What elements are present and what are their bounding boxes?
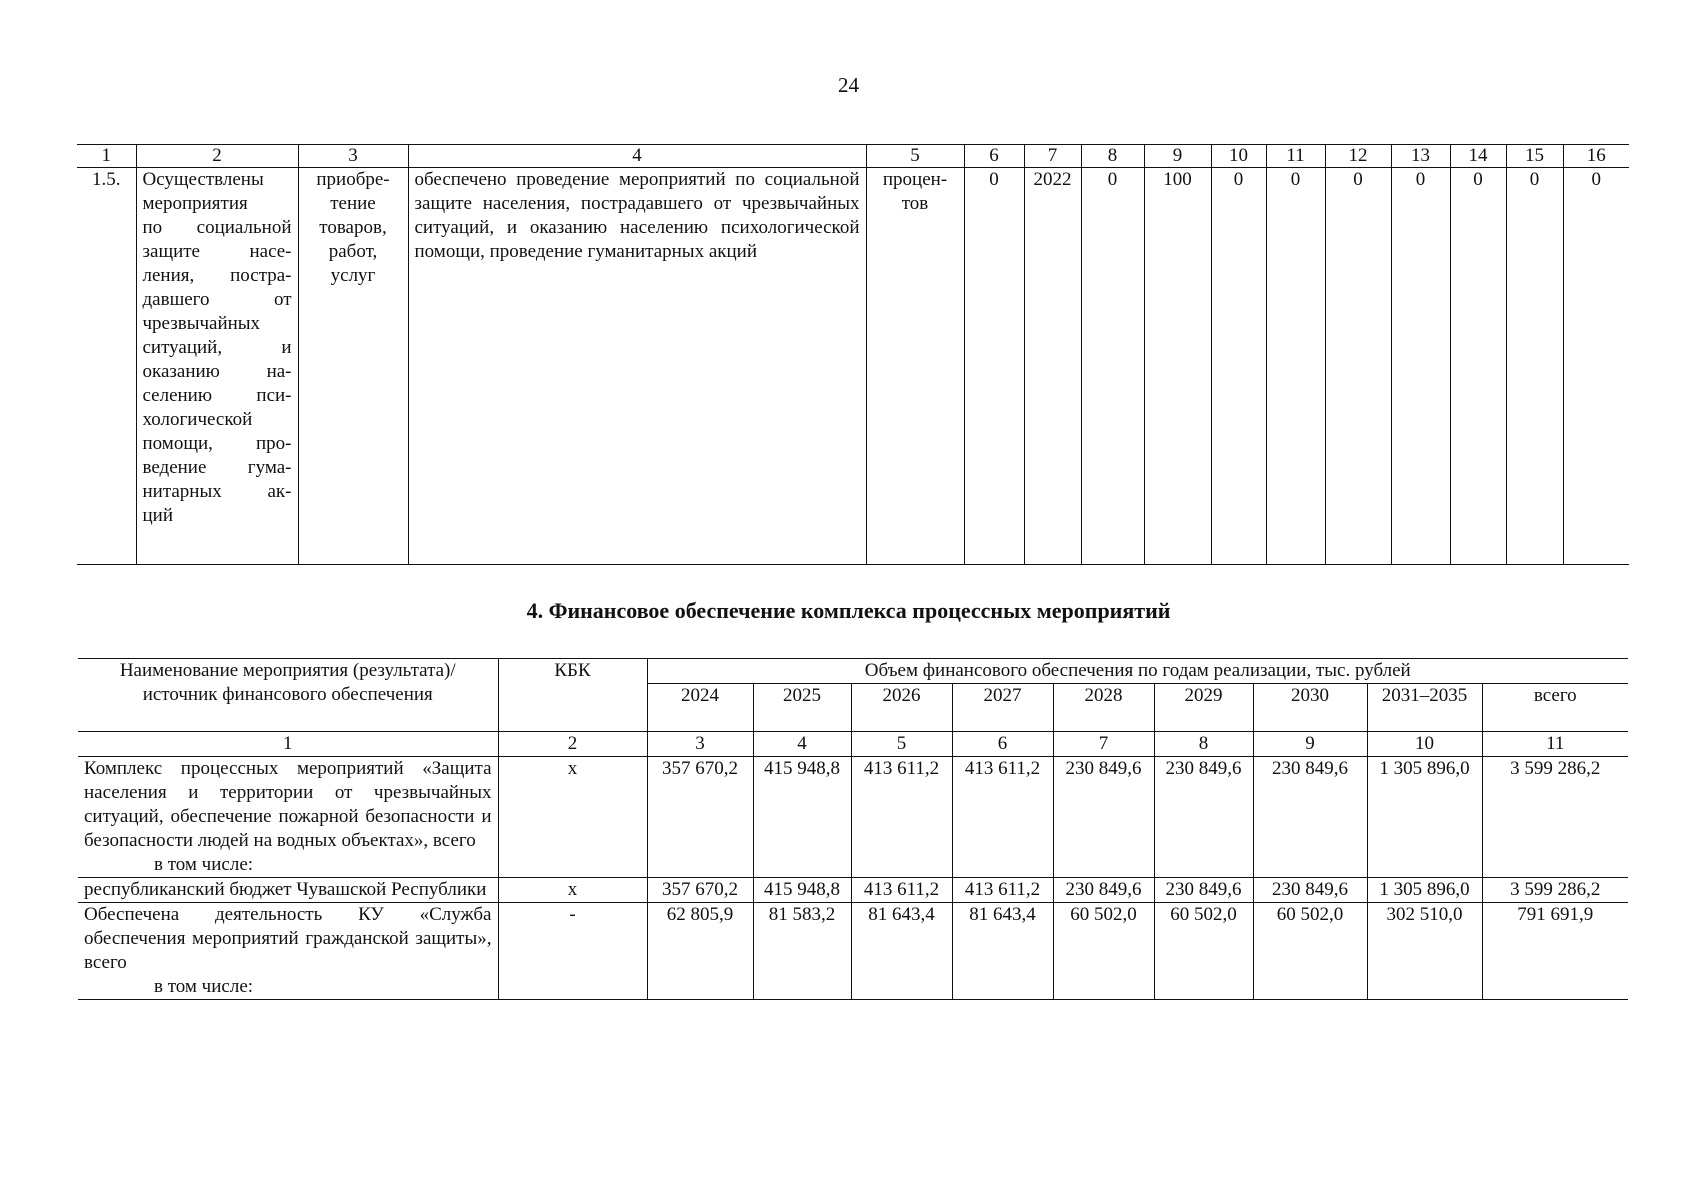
value-cell: 100 [1144, 168, 1211, 565]
amount-cell: 230 849,6 [1253, 878, 1367, 903]
indicators-table [77, 144, 1629, 565]
measure-name-line: по социальной [142, 217, 292, 238]
row-name [78, 757, 498, 878]
header-cell: 14 [1450, 145, 1506, 168]
indicators-header-row [77, 145, 1629, 168]
head-volume: Объем финансового обеспечения по годам реализации, тыс. рублей [647, 659, 1628, 684]
measure-name-line: ситуаций, и [142, 337, 292, 358]
value-cell: 0 [1211, 168, 1266, 565]
row-kbk: - [498, 903, 647, 1000]
value-cell: 0 [1266, 168, 1325, 565]
amount-cell: 60 502,0 [1154, 903, 1253, 1000]
measure-name-line: селению пси- [142, 385, 292, 406]
financing-row [78, 878, 1628, 903]
row-name-text: республиканский бюджет Чувашской Республики [84, 879, 487, 900]
row-name-text: Обеспечена деятельность КУ «Служба обеспечения мероприятий гражданской защиты», всего [84, 904, 492, 973]
year-cell: 2024 [647, 684, 753, 732]
header-cell: 11 [1266, 145, 1325, 168]
header-cell: 16 [1563, 145, 1629, 168]
measure-name-line: чрезвычайных [142, 313, 261, 334]
measure-name-line: давшего от [142, 289, 292, 310]
measure-type-line: товаров, [319, 217, 387, 238]
colnum-cell: 2 [498, 732, 647, 757]
amount-cell: 413 611,2 [952, 757, 1053, 878]
year-cell: 2025 [753, 684, 851, 732]
amount-cell: 3 599 286,2 [1482, 757, 1628, 878]
amount-cell: 230 849,6 [1154, 757, 1253, 878]
colnum-cell: 7 [1053, 732, 1154, 757]
amount-cell: 230 849,6 [1053, 878, 1154, 903]
measure-name-line: Осуществлены [142, 169, 264, 190]
amount-cell: 1 305 896,0 [1367, 757, 1482, 878]
amount-cell: 3 599 286,2 [1482, 878, 1628, 903]
measure-name-line: защите насе- [142, 241, 292, 262]
amount-cell: 230 849,6 [1154, 878, 1253, 903]
financing-colnum-row [78, 732, 1628, 757]
colnum-cell: 6 [952, 732, 1053, 757]
measure-type [298, 168, 408, 565]
year-cell: 2031–2035 [1367, 684, 1482, 732]
unit-line: процен- [882, 169, 948, 190]
unit-line: тов [901, 193, 929, 214]
amount-cell: 81 643,4 [851, 903, 952, 1000]
measure-name-line: нитарных ак- [142, 481, 292, 502]
measure-name-line: хологической [142, 409, 253, 430]
measure-name-line: ления, постра- [142, 265, 292, 286]
header-cell: 2 [136, 145, 298, 168]
amount-cell: 302 510,0 [1367, 903, 1482, 1000]
amount-cell: 81 643,4 [952, 903, 1053, 1000]
colnum-cell: 5 [851, 732, 952, 757]
measure-type-line: работ, [328, 241, 378, 262]
amount-cell: 415 948,8 [753, 878, 851, 903]
amount-cell: 413 611,2 [851, 878, 952, 903]
header-cell: 13 [1391, 145, 1450, 168]
amount-cell: 81 583,2 [753, 903, 851, 1000]
value-cell: 0 [1391, 168, 1450, 565]
amount-cell: 60 502,0 [1253, 903, 1367, 1000]
row-kbk: х [498, 878, 647, 903]
amount-cell: 415 948,8 [753, 757, 851, 878]
row-number: 1.5. [77, 168, 136, 565]
header-cell: 1 [77, 145, 136, 168]
measure-description: обеспечено проведение мероприятий по социальной защите населения, пострадавшего от чрезвычайных ситуаций, и оказанию населению психологической помощи, проведение гуманитарных акций [408, 168, 866, 565]
unit [866, 168, 964, 565]
value-cell: 0 [1506, 168, 1563, 565]
header-cell: 5 [866, 145, 964, 168]
colnum-cell: 3 [647, 732, 753, 757]
measure-name-line: оказанию на- [142, 361, 292, 382]
colnum-cell: 4 [753, 732, 851, 757]
section-title: 4. Финансовое обеспечение комплекса процессных мероприятий [526, 598, 1171, 623]
measure-type-line: тение [330, 193, 376, 214]
measure-name-line: помощи, про- [142, 433, 292, 454]
financing-table [78, 658, 1628, 1000]
colnum-cell: 1 [78, 732, 498, 757]
row-name-text: Комплекс процессных мероприятий «Защита населения и территории от чрезвычайных ситуаций, обеспечение пожарной безопасности и безопасности людей на водных объектах», всего [84, 758, 492, 851]
header-cell: 7 [1024, 145, 1081, 168]
financing-row [78, 903, 1628, 1000]
year-cell: 2030 [1253, 684, 1367, 732]
value-cell: 0 [1450, 168, 1506, 565]
colnum-cell: 10 [1367, 732, 1482, 757]
amount-cell: 230 849,6 [1053, 757, 1154, 878]
year-cell: всего [1482, 684, 1628, 732]
head-name: Наименование мероприятия (результата)/источник финансового обеспечения [78, 659, 498, 732]
measure-name-line: мероприятия [142, 193, 248, 214]
measure-name-line: ведение гума- [142, 457, 292, 478]
head-kbk: КБК [498, 659, 647, 732]
row-kbk: х [498, 757, 647, 878]
financing-header-row [78, 659, 1628, 684]
amount-cell: 357 670,2 [647, 878, 753, 903]
colnum-cell: 8 [1154, 732, 1253, 757]
header-cell: 12 [1325, 145, 1391, 168]
amount-cell: 1 305 896,0 [1367, 878, 1482, 903]
year-cell: 2026 [851, 684, 952, 732]
page-number: 24 [838, 73, 859, 97]
colnum-cell: 11 [1482, 732, 1628, 757]
measure-type-line: услуг [330, 265, 376, 286]
year-cell: 2028 [1053, 684, 1154, 732]
amount-cell: 357 670,2 [647, 757, 753, 878]
year-cell: 2027 [952, 684, 1053, 732]
header-cell: 15 [1506, 145, 1563, 168]
measure-name [136, 168, 298, 565]
header-cell: 10 [1211, 145, 1266, 168]
header-cell: 9 [1144, 145, 1211, 168]
amount-cell: 230 849,6 [1253, 757, 1367, 878]
financing-row [78, 757, 1628, 878]
row-subtitle: в том числе: [154, 976, 254, 997]
row-name [78, 878, 498, 903]
value-cell: 0 [964, 168, 1024, 565]
header-cell: 8 [1081, 145, 1144, 168]
indicators-row [77, 168, 1629, 565]
amount-cell: 413 611,2 [952, 878, 1053, 903]
amount-cell: 791 691,9 [1482, 903, 1628, 1000]
value-cell: 2022 [1024, 168, 1081, 565]
value-cell: 0 [1325, 168, 1391, 565]
amount-cell: 60 502,0 [1053, 903, 1154, 1000]
header-cell: 6 [964, 145, 1024, 168]
year-cell: 2029 [1154, 684, 1253, 732]
measure-name-line: ций [142, 505, 174, 526]
measure-type-line: приобре- [316, 169, 390, 190]
row-name [78, 903, 498, 1000]
amount-cell: 62 805,9 [647, 903, 753, 1000]
value-cell: 0 [1081, 168, 1144, 565]
header-cell: 3 [298, 145, 408, 168]
header-cell: 4 [408, 145, 866, 168]
amount-cell: 413 611,2 [851, 757, 952, 878]
row-subtitle: в том числе: [154, 854, 254, 875]
value-cell: 0 [1563, 168, 1629, 565]
colnum-cell: 9 [1253, 732, 1367, 757]
